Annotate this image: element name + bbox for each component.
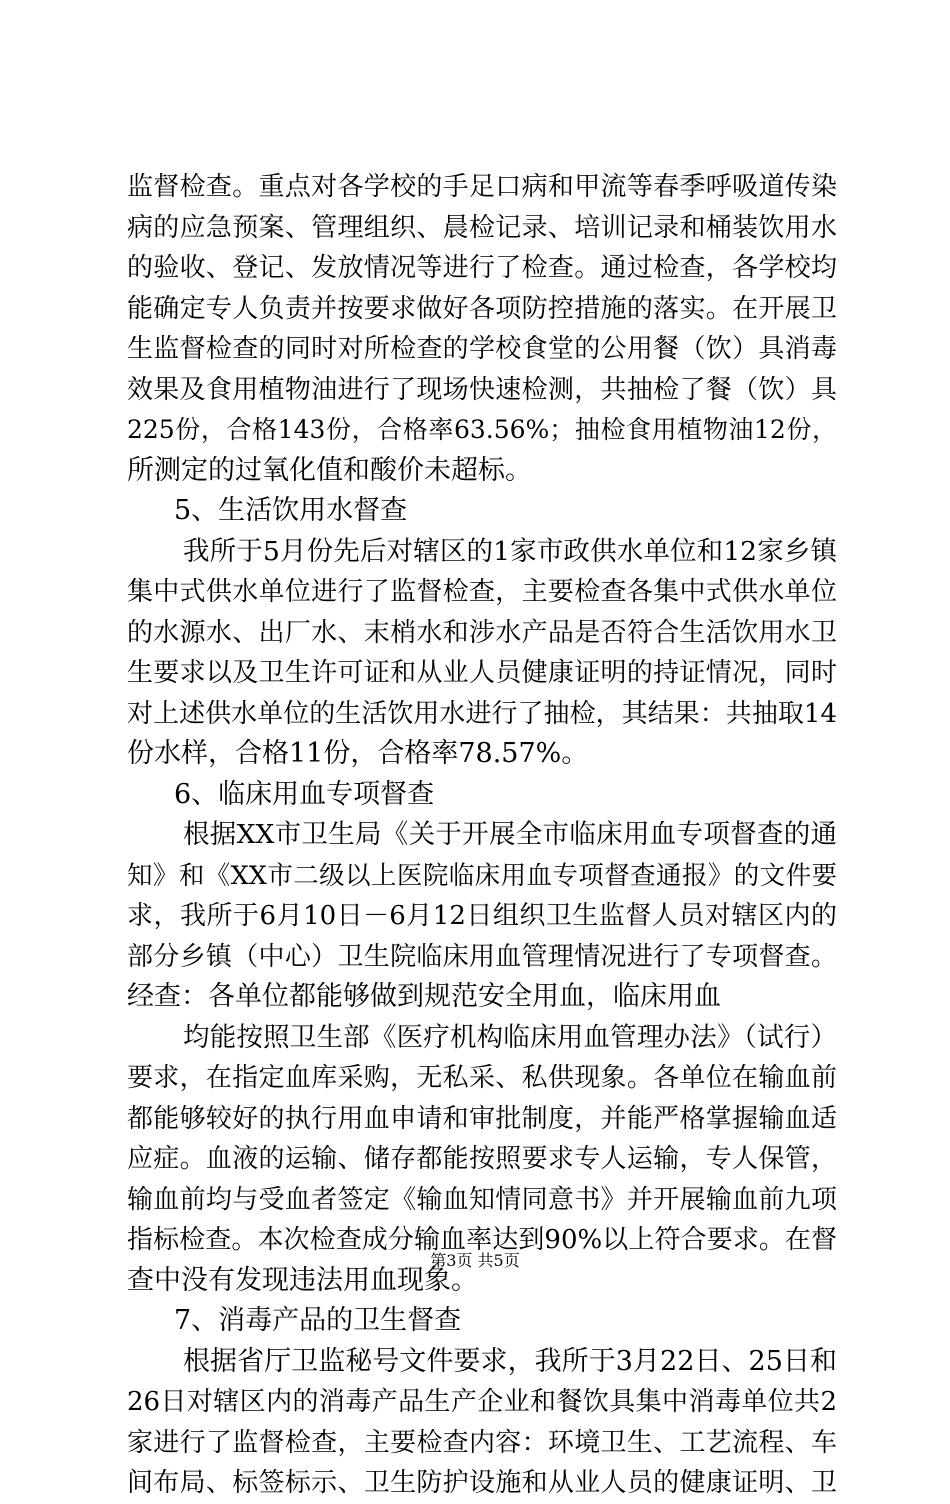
text-line: 要求，在指定血库采购，无私采、私供现象。各单位在输血前 (127, 1063, 837, 1093)
page-footer: 第3页 共5页 (430, 1251, 520, 1270)
text-line: 的水源水、出厂水、末梢水和涉水产品是否符合生活饮用水卫 (127, 617, 837, 648)
text-line: 指标检查。本次检查成分输血率达到90%以上符合要求。在督 (127, 1225, 837, 1255)
text-line: 集中式供水单位进行了监督检查，主要检查各集中式供水单位 (127, 577, 837, 607)
section-heading: 6、临床用血专项督查 (174, 778, 435, 810)
text-line: 间布局、标签标示、卫生防护设施和从业人员的健康证明、卫 (127, 1468, 837, 1498)
text-line: 效果及食用植物油进行了现场快速检测，共抽检了餐（饮）具 (127, 374, 837, 405)
text-line: 对上述供水单位的生活饮用水进行了抽检，其结果：共抽取14 (127, 698, 837, 729)
text-line: 份水样，合格11份，合格率78.57%。 (127, 738, 589, 769)
text-line: 能确定专人负责并按要求做好各项防控措施的落实。在开展卫 (127, 293, 837, 324)
text-line: 所测定的过氧化值和酸价未超标。 (127, 454, 532, 486)
text-line: 根据XX市卫生局《关于开展全市临床用血专项督查的通 (183, 819, 837, 850)
text-line: 生监督检查的同时对所检查的学校食堂的公用餐（饮）具消毒 (127, 334, 837, 364)
text-line: 均能按照卫生部《医疗机构临床用血管理办法》（试行） (183, 1021, 837, 1053)
text-line: 225份，合格143份，合格率63.56%；抽检食用植物油12份， (127, 415, 837, 444)
text-line: 生要求以及卫生许可证和从业人员健康证明的持证情况，同时 (127, 658, 837, 688)
text-line: 经查：各单位都能够做到规范安全用血，临床用血 (127, 981, 721, 1012)
text-line: 病的应急预案、管理组织、晨检记录、培训记录和桶装饮用水 (127, 212, 837, 243)
text-line: 输血前均与受血者签定《输血知情同意书》并开展输血前九项 (127, 1184, 837, 1215)
text-line: 根据省厅卫监秘号文件要求，我所于3月22日、25日和 (183, 1345, 837, 1377)
text-line: 的验收、登记、发放情况等进行了检查。通过检查，各学校均 (127, 253, 837, 283)
document-body (127, 167, 837, 1504)
text-line: 都能够较好的执行用血申请和审批制度，并能严格掌握输血适 (127, 1103, 837, 1134)
text-line: 应症。血液的运输、储存都能按照要求专人运输，专人保管， (127, 1144, 837, 1174)
text-line: 监督检查。重点对各学校的手足口病和甲流等春季呼吸道传染 (127, 172, 837, 202)
text-line: 查中没有发现违法用血现象。 (127, 1264, 478, 1296)
text-line: 求，我所于6月10日－6月12日组织卫生监督人员对辖区内的 (127, 901, 837, 931)
text-line: 家进行了监督检查，主要检查内容：环境卫生、工艺流程、车 (127, 1427, 837, 1458)
text-line: 部分乡镇（中心）卫生院临床用血管理情况进行了专项督查。 (127, 941, 837, 972)
section-heading: 7、消毒产品的卫生督查 (174, 1305, 462, 1336)
text-line: 我所于5月份先后对辖区的1家市政供水单位和12家乡镇 (183, 535, 837, 567)
text-line: 26日对辖区内的消毒产品生产企业和餐饮具集中消毒单位共2 (127, 1387, 837, 1417)
section-heading: 5、生活饮用水督查 (174, 495, 408, 526)
text-line: 知》和《XX市二级以上医院临床用血专项督查通报》的文件要 (127, 860, 837, 891)
